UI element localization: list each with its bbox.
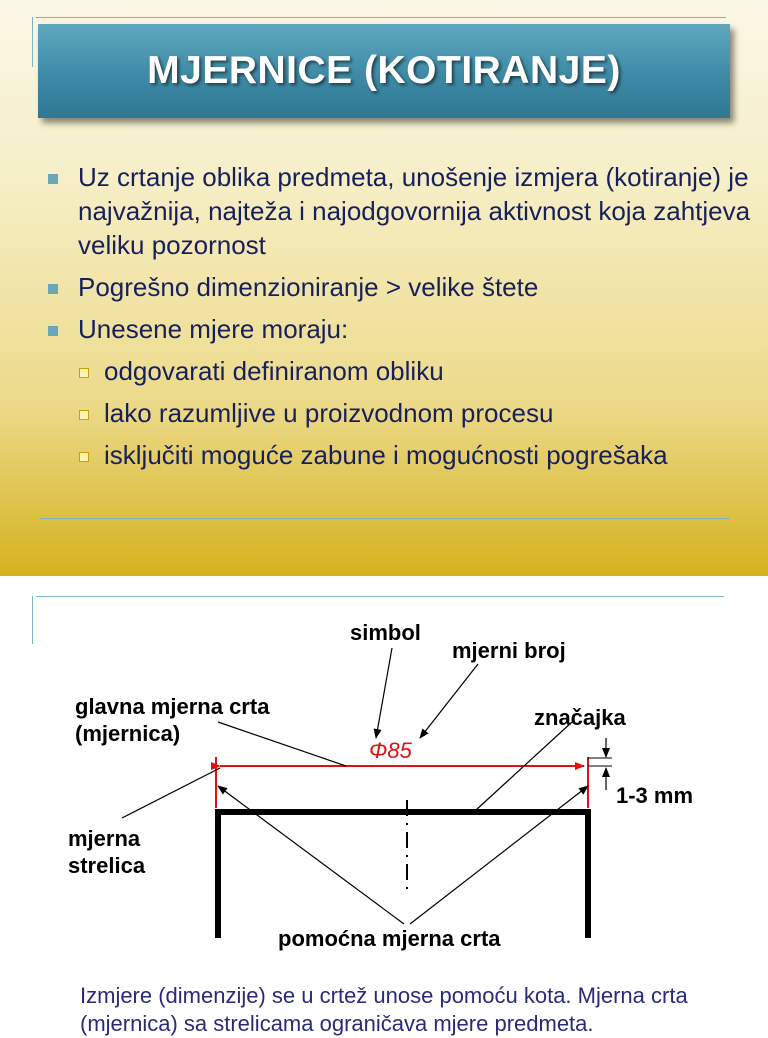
slide-title: MJERNICE (KOTIRANJE) (147, 49, 621, 92)
label-strelica: strelica (68, 853, 146, 878)
leader-simbol (376, 648, 392, 738)
leader-pomocna-right (410, 786, 588, 924)
label-simbol: simbol (350, 620, 421, 645)
leader-mjerni-broj (420, 664, 478, 738)
dimension-value: Φ85 (369, 738, 412, 763)
sub-bullet-text: odgovarati definiranom obliku (104, 356, 444, 386)
object-outline (218, 812, 588, 938)
bullet-text: Unesene mjere moraju: (78, 314, 349, 344)
label-mjerni-broj: mjerni broj (452, 638, 566, 663)
label-mjerna: mjerna (68, 826, 141, 851)
label-mjernica: (mjernica) (75, 721, 181, 746)
label-pomocna-mjerna-crta: pomoćna mjerna crta (278, 926, 501, 951)
sub-bullet-text: lako razumljive u proizvodnom procesu (104, 398, 554, 428)
bullet-text: Pogrešno dimenzioniranje > velike štete (78, 272, 539, 302)
sub-bullet-text: isključiti moguće zabune i mogućnosti pogrešaka (104, 440, 668, 470)
explanation-paragraph: Izmjere (dimenzije) se u crtež unose pomoću kota. Mjerna crta (mjernica) sa strelicama ograničava mjere predmeta. (80, 983, 688, 1036)
leader-pomocna-left (218, 786, 404, 924)
leader-glavna (218, 722, 346, 766)
label-gap: 1-3 mm (616, 783, 694, 808)
leader-strelica (122, 768, 220, 818)
label-znacajka: značajka (534, 705, 626, 730)
label-glavna-mjerna-crta: glavna mjerna crta (75, 694, 270, 719)
bullet-text: Uz crtanje oblika predmeta, unošenje izmjera (kotiranje) je najvažnija, najteža i najodgovornija aktivnost koja zahtjeva veliku pozornost (78, 162, 751, 260)
